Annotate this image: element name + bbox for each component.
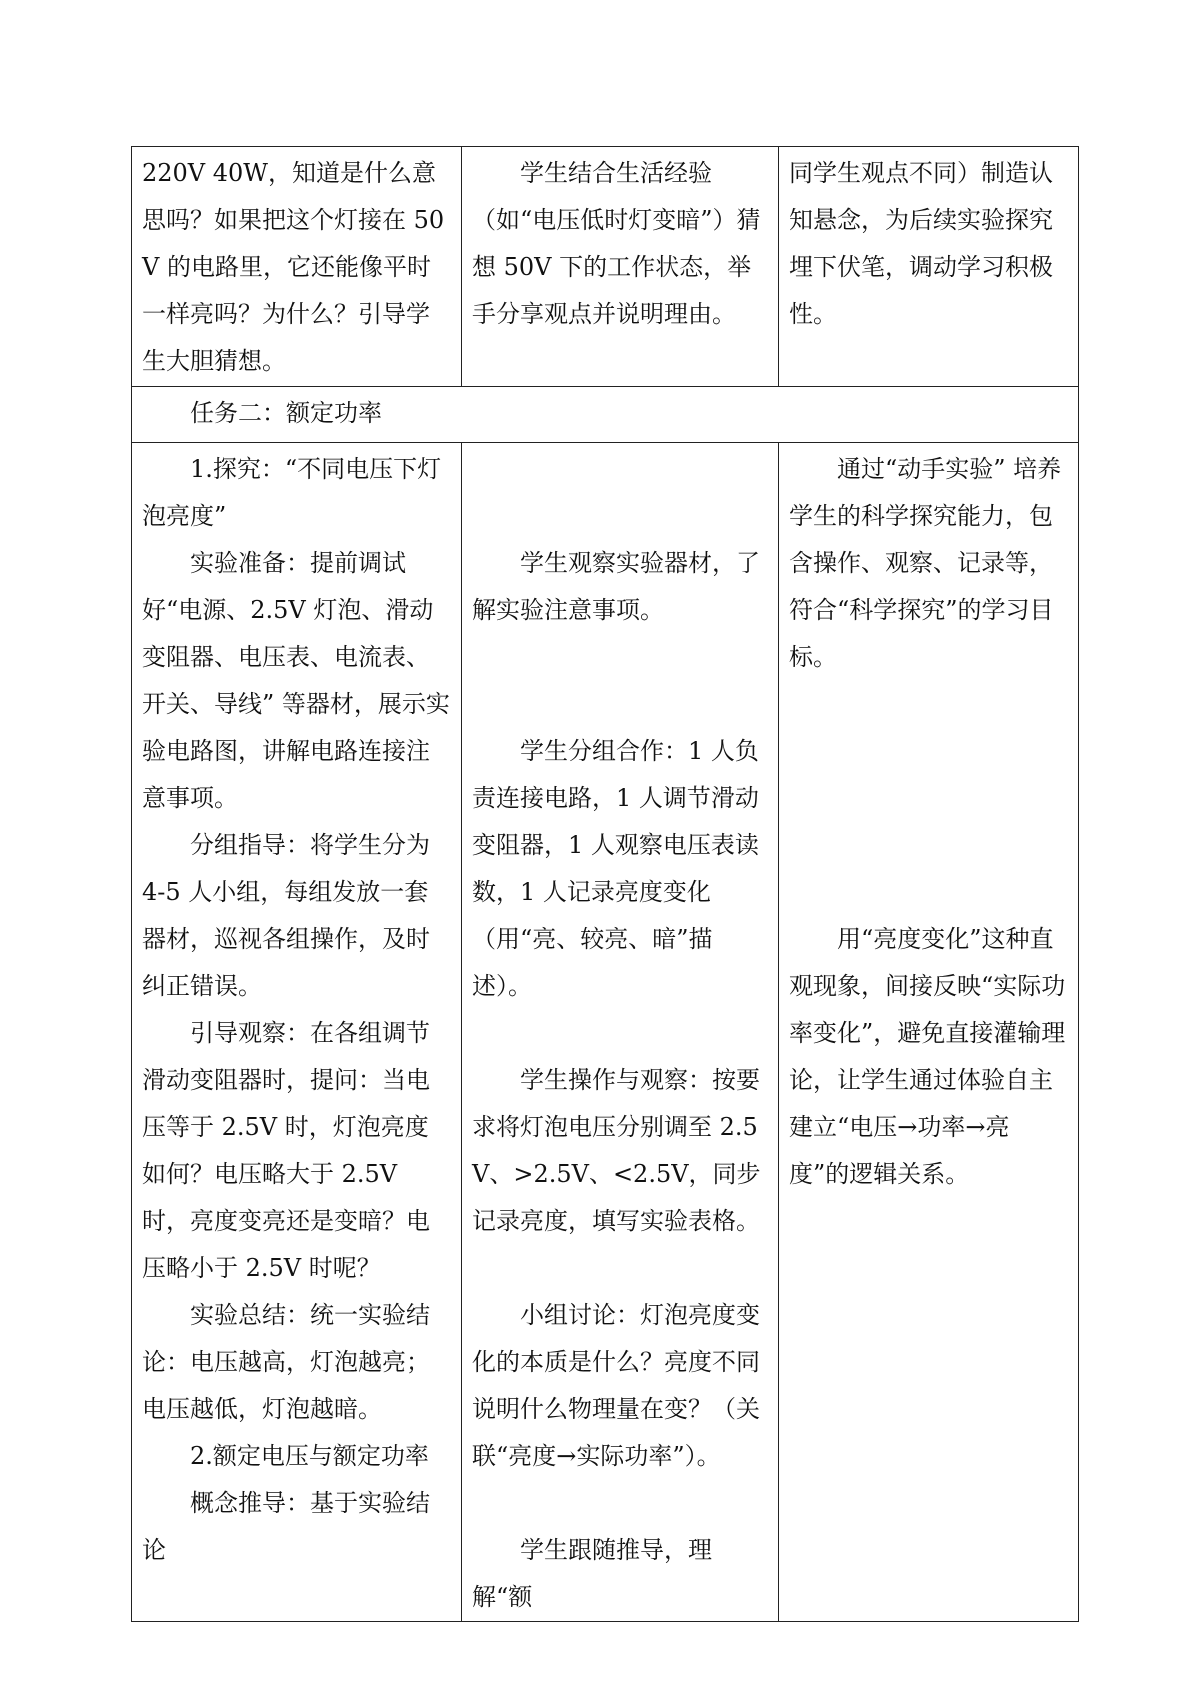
design-intent-cell [779, 443, 1079, 1622]
table-row [132, 443, 1079, 1622]
teacher-paragraph: 概念推导：基于实验结论 [142, 1489, 430, 1564]
teacher-text: 220V 40W，知道是什么意思吗？如果把这个灯接在 50V 的电路里，它还能像平时一样亮吗？为什么？引导学生大胆猜想。 [142, 159, 445, 375]
teacher-activity-cell [132, 443, 462, 1622]
lesson-plan-table [131, 146, 1079, 1622]
table-row [132, 147, 1079, 387]
teacher-paragraph: 实验准备：提前调试好“电源、2.5V 灯泡、滑动变阻器、电压表、电流表、开关、导线” 等器材，展示实验电路图，讲解电路连接注意事项。 [142, 549, 450, 812]
design-intent-cell [779, 147, 1079, 387]
intent-text: 同学生观点不同）制造认知悬念，为后续实验探究埋下伏笔，调动学习积极性。 [789, 159, 1053, 328]
student-text: 学生结合生活经验（如“电压低时灯变暗”）猜想 50V 下的工作状态，举手分享观点并说明理由。 [472, 159, 761, 328]
intent-paragraph: 用“亮度变化”这种直观现象，间接反映“实际功率变化”，避免直接灌输理论，让学生通过体验自主建立“电压→功率→亮度”的逻辑关系。 [789, 925, 1066, 1188]
teacher-paragraph: 引导观察：在各组调节滑动变阻器时，提问：当电压等于 2.5V 时，灯泡亮度如何？电压略大于 2.5V 时，亮度变亮还是变暗？电压略小于 2.5V 时呢？ [142, 1019, 430, 1282]
task-title: 任务二：额定功率 [190, 399, 382, 427]
table-row [132, 387, 1079, 443]
teacher-activity-cell [132, 147, 462, 387]
student-paragraph: 学生分组合作：1 人负责连接电路，1 人调节滑动变阻器，1 人观察电压表读数，1 人记录亮度变化（用“亮、较亮、暗”描述）。 [472, 737, 759, 1000]
student-paragraph: 学生操作与观察：按要求将灯泡电压分别调至 2.5V、>2.5V、<2.5V，同步记录亮度，填写实验表格。 [472, 1066, 761, 1235]
student-paragraph: 小组讨论：灯泡亮度变化的本质是什么？亮度不同说明什么物理量在变？（关联“亮度→实际功率”）。 [472, 1301, 760, 1470]
teacher-paragraph: 2.额定电压与额定功率 [190, 1442, 429, 1470]
student-paragraph: 学生跟随推导，理解“额 [472, 1536, 712, 1611]
student-activity-cell [462, 443, 779, 1622]
intent-paragraph: 通过“动手实验” 培养学生的科学探究能力，包含操作、观察、记录等，符合“科学探究”的学习目标。 [789, 455, 1062, 671]
student-paragraph: 学生观察实验器材，了解实验注意事项。 [472, 549, 760, 624]
teacher-paragraph: 实验总结：统一实验结论：电压越高，灯泡越亮；电压越低，灯泡越暗。 [142, 1301, 430, 1423]
teacher-paragraph: 1.探究：“不同电压下灯泡亮度” [142, 455, 442, 530]
task-title-cell [132, 387, 1079, 443]
student-activity-cell [462, 147, 779, 387]
teacher-paragraph: 分组指导：将学生分为 4-5 人小组，每组发放一套器材，巡视各组操作，及时纠正错误。 [142, 831, 430, 1000]
